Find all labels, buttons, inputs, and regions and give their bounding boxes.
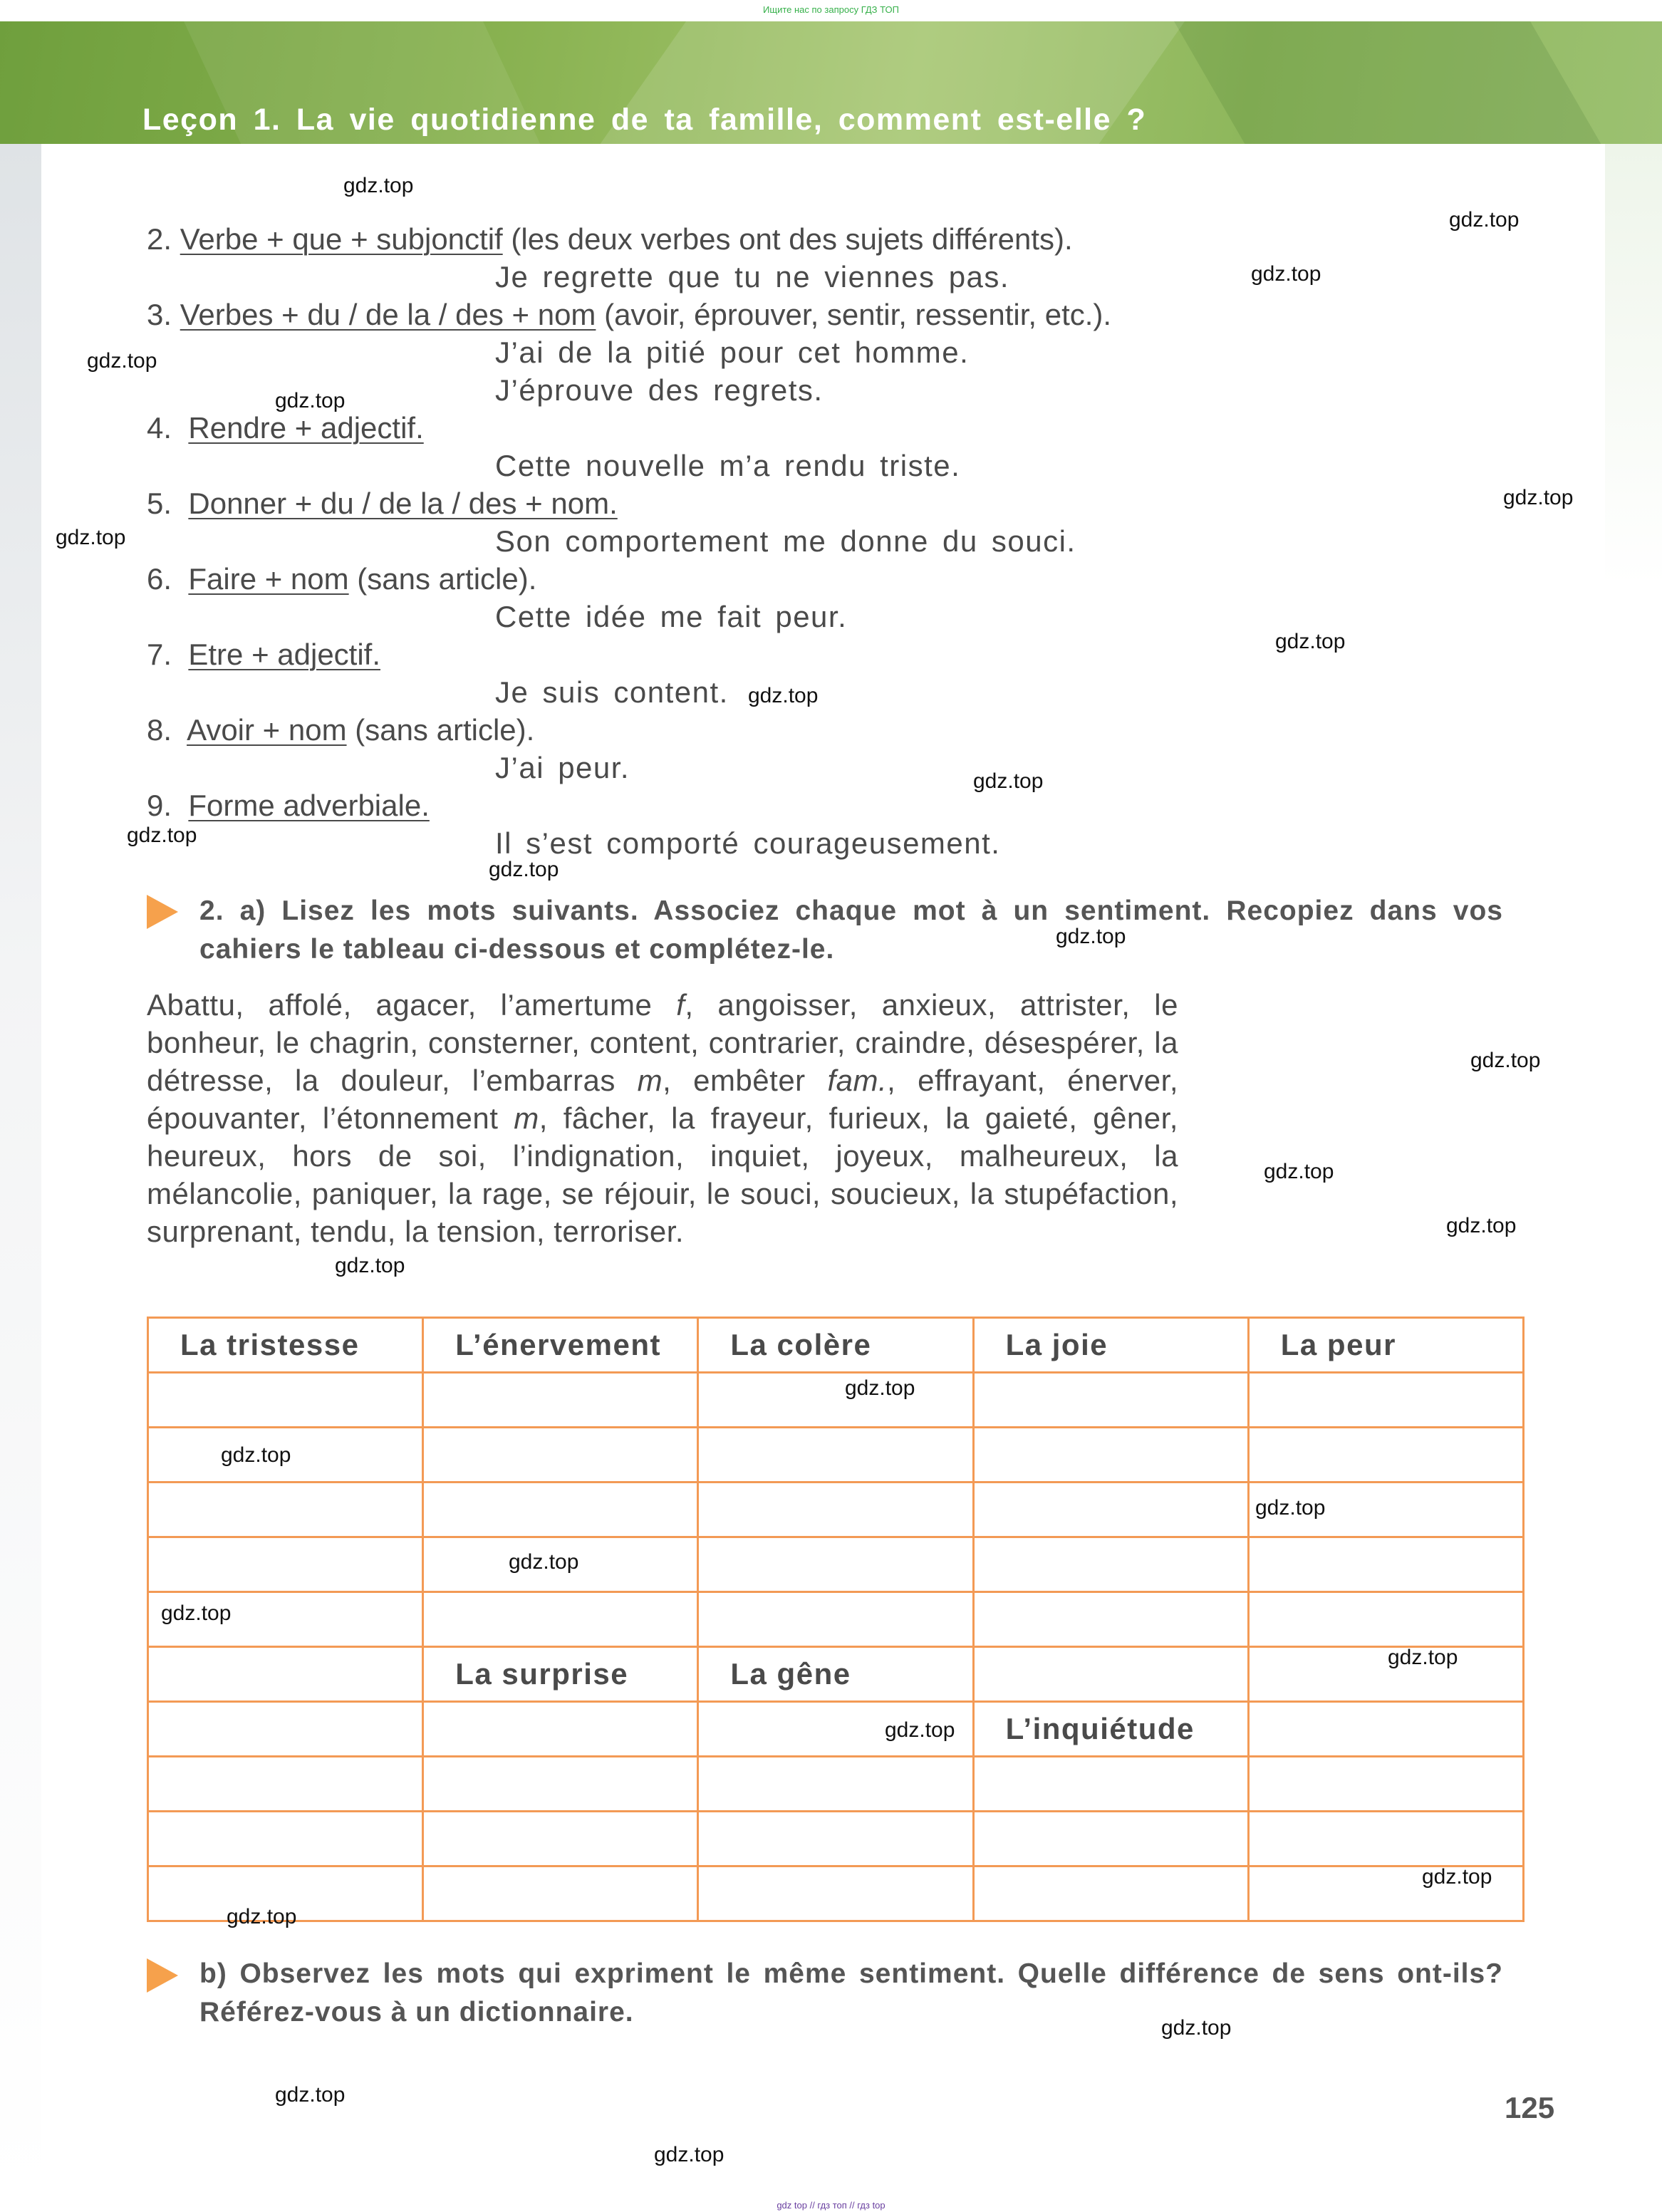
table-header-cell: La colère: [698, 1318, 973, 1373]
table-header-cell: La gêne: [698, 1647, 973, 1702]
rule-example: Il s’est comporté courageusement.: [495, 826, 1001, 860]
feelings-table: [147, 1317, 1525, 1922]
watermark: gdz.top: [973, 769, 1044, 793]
rule-example: Je regrette que tu ne viennes pas.: [495, 260, 1010, 294]
watermark: gdz.top: [275, 389, 346, 412]
watermark: gdz.top: [1161, 2016, 1232, 2040]
bottom-note: gdz top // гдз топ // гдз top: [777, 2200, 885, 2211]
rule-example: J’ai de la pitié pour cet homme.: [495, 336, 970, 369]
rule-6: 6. Faire + nom (sans article).: [147, 562, 537, 596]
watermark: gdz.top: [1056, 925, 1126, 948]
exercise-a-instruction: 2. a) Lisez les mots suivants. Associez chaque mot à un sentiment. Recopiez dans vos cahiers le tableau ci-dessous et complétez-le.: [199, 895, 1503, 965]
rule-8: 8. Avoir + nom (sans article).: [147, 713, 535, 747]
watermark: gdz.top: [343, 174, 414, 197]
rule-example: Cette nouvelle m’a rendu triste.: [495, 449, 961, 482]
arrow-bullet-icon: [147, 895, 178, 929]
watermark: gdz.top: [227, 1905, 297, 1928]
rule-4: 4. Rendre + adjectif.: [147, 411, 424, 445]
watermark: gdz.top: [1255, 1496, 1326, 1520]
watermark: gdz.top: [161, 1601, 232, 1625]
watermark: gdz.top: [885, 1718, 955, 1742]
table-header-cell: La tristesse: [148, 1318, 423, 1373]
table-header-cell: La peur: [1248, 1318, 1523, 1373]
watermark: gdz.top: [87, 349, 157, 373]
rule-example: J’éprouve des regrets.: [495, 373, 824, 407]
watermark: gdz.top: [509, 1550, 579, 1574]
table-row: [148, 1812, 1524, 1866]
watermark: gdz.top: [1251, 262, 1321, 286]
rule-3: 3. Verbes + du / de la / des + nom (avoir, éprouver, sentir, ressentir, etc.).: [147, 298, 1112, 331]
rule-7: 7. Etre + adjectif.: [147, 638, 381, 671]
exercise-b-instruction: b) Observez les mots qui expriment le même sentiment. Quelle différence de sens ont-ils? Référez-vous à un dictionnaire.: [199, 1958, 1503, 2027]
table-header-cell: L’énervement: [423, 1318, 698, 1373]
table-row: [148, 1866, 1524, 1921]
arrow-bullet-icon: [147, 1958, 178, 1993]
table-row: [148, 1537, 1524, 1592]
rule-9: 9. Forme adverbiale.: [147, 789, 430, 822]
watermark: gdz.top: [654, 2143, 724, 2166]
watermark: gdz.top: [335, 1254, 405, 1277]
watermark: gdz.top: [56, 526, 126, 549]
word-list: Abattu, affolé, agacer, l’amertume f, angoisser, anxieux, attrister, le bonheur, le chagrin, consterner, content, contrarier, craindre, désespérer, la détresse, la douleur, l’embarras m, embêter fam., effrayant, énerver, épouvanter, l’étonnement m, fâcher, la frayeur, furieux, la gaieté, gêner, heureux, hors de soi, l’indignation, inquiet, joyeux, malheureux, la mélancolie, paniquer, la rage, se réjouir, le souci, soucieux, la stupéfaction, surprenant, tendu, la tension, terroriser.: [147, 988, 1178, 1248]
rule-2: 2. Verbe + que + subjonctif (les deux verbes ont des sujets différents).: [147, 222, 1073, 256]
rule-formula: Etre + adjectif.: [188, 638, 381, 671]
page-number: 125: [1505, 2091, 1555, 2124]
watermark: gdz.top: [1446, 1214, 1517, 1237]
rule-5: 5. Donner + du / de la / des + nom.: [147, 487, 618, 520]
watermark: gdz.top: [127, 824, 197, 847]
watermark: gdz.top: [1388, 1646, 1458, 1669]
watermark: gdz.top: [1422, 1865, 1492, 1889]
table-header-row: [148, 1318, 1524, 1373]
rule-example: Son comportement me donne du souci.: [495, 524, 1076, 558]
rule-formula: Verbes + du / de la / des + nom: [180, 298, 596, 331]
rule-formula: Donner + du / de la / des + nom.: [188, 487, 618, 520]
watermark: gdz.top: [489, 858, 559, 881]
watermark: gdz.top: [1275, 630, 1346, 653]
table-row: [148, 1702, 1524, 1757]
lesson-title: Leçon 1. La vie quotidienne de ta famille, comment est-elle ?: [142, 103, 1147, 137]
banner-facet: [1158, 21, 1621, 144]
rule-example: Cette idée me fait peur.: [495, 600, 848, 633]
table-row: [148, 1428, 1524, 1483]
watermark: gdz.top: [1264, 1160, 1334, 1183]
rule-formula: Faire + nom: [188, 562, 349, 596]
watermark: gdz.top: [1449, 208, 1520, 232]
rule-formula: Forme adverbiale.: [188, 789, 430, 822]
rule-example: J’ai peur.: [495, 751, 630, 784]
table-row: [148, 1757, 1524, 1812]
rule-formula: Verbe + que + subjonctif: [180, 222, 503, 256]
watermark: gdz.top: [221, 1443, 291, 1467]
rule-formula: Rendre + adjectif.: [188, 411, 424, 445]
rule-example: Je suis content.: [495, 675, 729, 709]
rule-formula: Avoir + nom: [187, 713, 347, 747]
watermark: gdz.top: [1470, 1049, 1541, 1072]
page-edge-tint: [1605, 144, 1662, 586]
watermark: gdz.top: [275, 2083, 346, 2107]
table-row: [148, 1373, 1524, 1428]
watermark: gdz.top: [1503, 486, 1574, 509]
watermark: gdz.top: [845, 1376, 915, 1400]
watermark: gdz.top: [748, 684, 819, 707]
page-edge-shadow: [0, 144, 41, 2196]
top-note: Ищите нас по запросу ГДЗ ТОП: [763, 4, 899, 15]
table-header-row: [148, 1647, 1524, 1702]
table-header-cell: L’inquiétude: [973, 1702, 1248, 1757]
table-header-cell: La surprise: [423, 1647, 698, 1702]
table-header-cell: La joie: [973, 1318, 1248, 1373]
table-row: [148, 1592, 1524, 1647]
